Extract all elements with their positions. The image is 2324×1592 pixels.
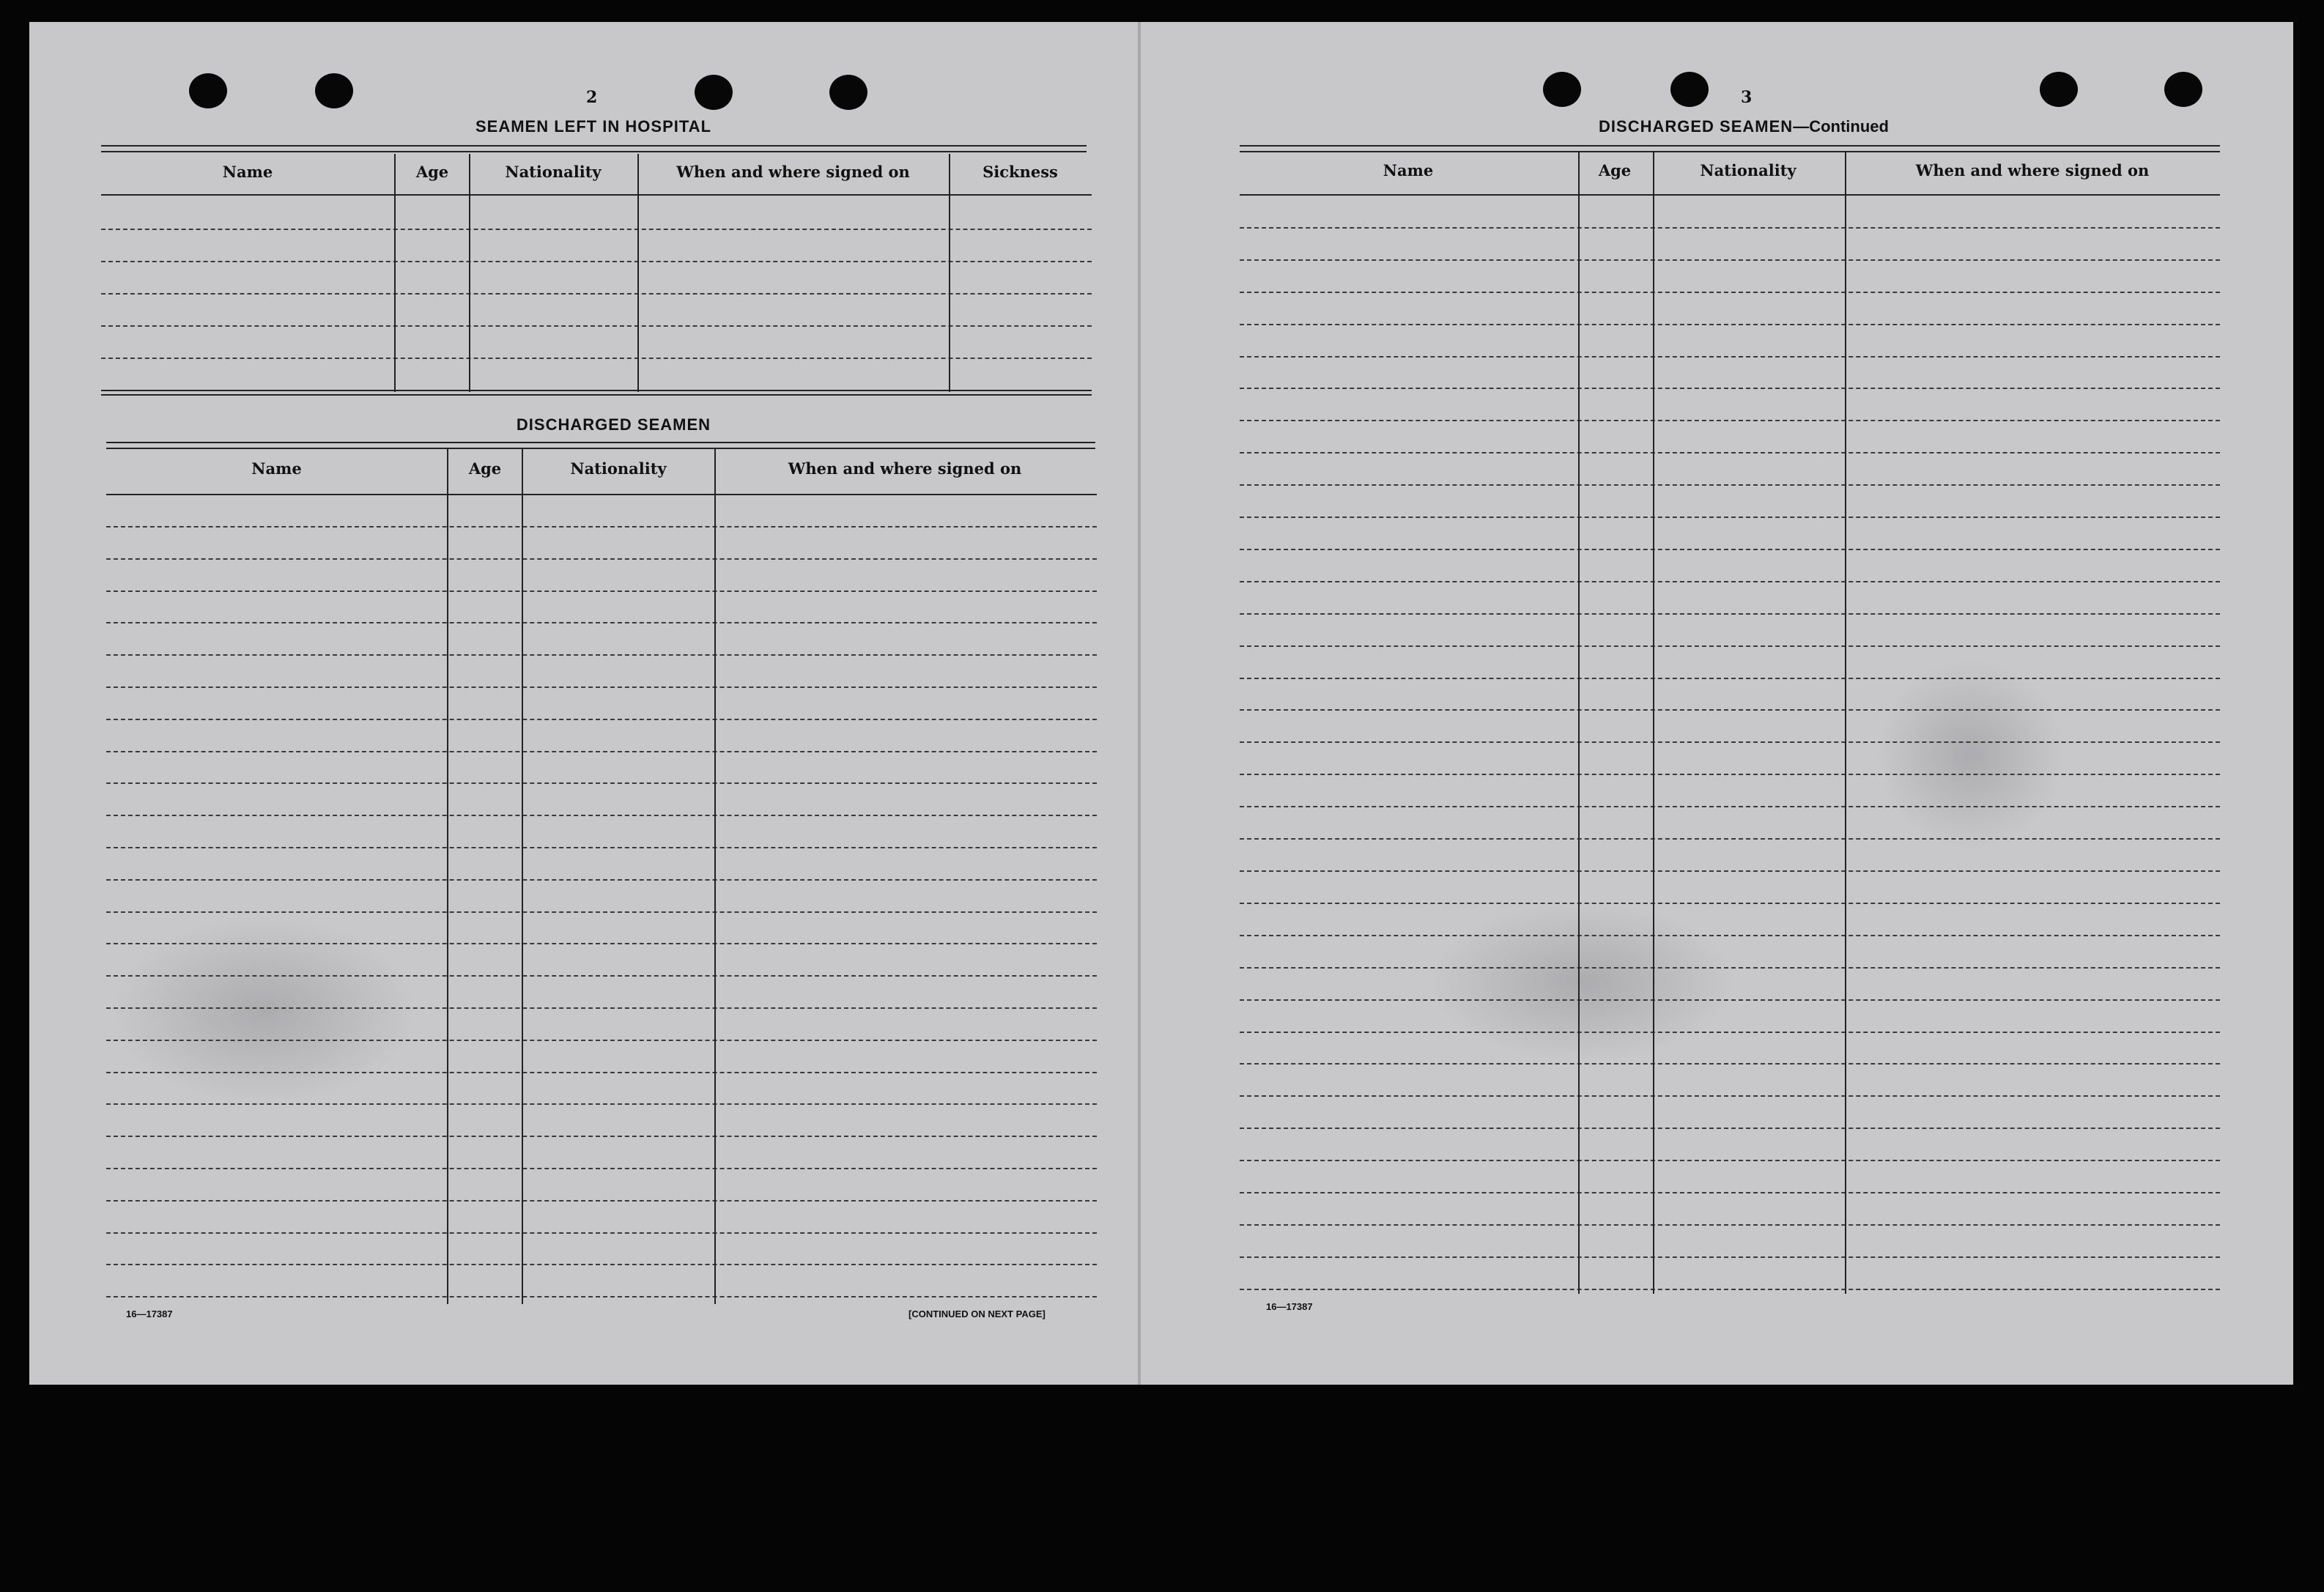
column-header-age: Age	[1598, 161, 1632, 179]
header-rule	[101, 194, 1092, 196]
column-header-signed-on: When and where signed on	[1915, 161, 2150, 179]
table-row	[106, 1264, 1097, 1265]
column-header-age: Age	[415, 163, 449, 181]
table-row	[1240, 613, 2220, 615]
table-row	[106, 1072, 1097, 1073]
table-row	[1240, 709, 2220, 711]
column-header-signed-on: When and where signed on	[788, 459, 1022, 478]
table-row	[106, 975, 1097, 977]
table-row	[1240, 1160, 2220, 1161]
table-row	[1240, 806, 2220, 807]
punch-hole	[695, 75, 733, 110]
table-row	[106, 654, 1097, 656]
table-row	[106, 686, 1097, 688]
table-row	[1240, 484, 2220, 486]
page-number: 2	[586, 88, 598, 107]
section-rule	[106, 442, 1095, 449]
header-rule	[1240, 194, 2220, 196]
punch-hole	[1670, 72, 1709, 107]
section-title-text: DISCHARGED SEAMEN	[1599, 117, 1794, 136]
table-row	[1240, 581, 2220, 582]
table-row	[106, 1296, 1097, 1297]
section-title-discharged: DISCHARGED SEAMEN	[516, 415, 711, 434]
section-title-suffix: —Continued	[1793, 117, 1889, 136]
table-row	[106, 1232, 1097, 1234]
table-row	[1240, 259, 2220, 261]
column-divider	[949, 154, 950, 392]
table-row	[1240, 967, 2220, 969]
bleed-through-stain	[1876, 659, 2066, 850]
column-divider	[394, 154, 396, 392]
table-row	[106, 1136, 1097, 1137]
bleed-through-stain	[1429, 901, 1736, 1062]
bleed-through-stain	[110, 916, 418, 1106]
punch-hole	[189, 73, 227, 108]
table-row	[1240, 935, 2220, 936]
table-row	[1240, 452, 2220, 453]
page-fold	[1138, 22, 1141, 1385]
column-header-signed-on: When and where signed on	[676, 163, 910, 181]
table-row	[1240, 1063, 2220, 1065]
punch-hole	[2040, 72, 2078, 107]
column-divider	[714, 448, 716, 1304]
table-row	[101, 358, 1092, 359]
table-row	[1240, 1095, 2220, 1097]
table-row	[106, 1200, 1097, 1202]
punch-hole	[829, 75, 867, 110]
column-header-sickness: Sickness	[982, 163, 1058, 181]
table-row	[106, 719, 1097, 720]
table-row	[1240, 645, 2220, 647]
table-row	[106, 911, 1097, 913]
table-row	[106, 943, 1097, 944]
table-row	[1240, 292, 2220, 293]
table-row	[1240, 324, 2220, 325]
section-rule	[101, 145, 1087, 152]
column-header-name: Name	[1383, 161, 1434, 179]
table-row	[1240, 1256, 2220, 1258]
form-number: 16—17387	[126, 1308, 173, 1319]
table-row	[1240, 1032, 2220, 1033]
table-row	[1240, 517, 2220, 518]
punch-hole	[315, 73, 353, 108]
column-header-nationality: Nationality	[570, 459, 667, 478]
table-row	[1240, 549, 2220, 550]
table-row	[101, 229, 1092, 230]
column-divider	[469, 154, 470, 392]
column-divider	[637, 154, 639, 392]
column-header-nationality: Nationality	[505, 163, 602, 181]
column-divider	[1653, 151, 1654, 1294]
table-row	[1240, 774, 2220, 775]
column-divider	[1845, 151, 1846, 1294]
punch-hole	[2164, 72, 2202, 107]
table-row	[106, 1007, 1097, 1009]
table-row	[1240, 999, 2220, 1001]
punch-hole	[1543, 72, 1581, 107]
table-row	[1240, 388, 2220, 389]
table-row	[106, 1040, 1097, 1041]
page-number: 3	[1741, 88, 1753, 107]
table-row	[106, 1103, 1097, 1105]
column-divider	[447, 448, 448, 1304]
table-row	[101, 325, 1092, 327]
column-header-age: Age	[468, 459, 502, 478]
table-row	[106, 782, 1097, 784]
table-row	[1240, 1224, 2220, 1226]
table-row	[1240, 741, 2220, 743]
table-row	[1240, 1289, 2220, 1290]
table-row	[106, 1168, 1097, 1169]
table-row	[1240, 356, 2220, 358]
table-row	[1240, 227, 2220, 229]
table-row	[101, 261, 1092, 262]
table-row	[1240, 838, 2220, 840]
table-row	[106, 879, 1097, 881]
column-divider	[1578, 151, 1580, 1294]
column-header-name: Name	[251, 459, 302, 478]
table-row	[106, 526, 1097, 527]
table-bottom-rule	[101, 390, 1092, 391]
table-row	[1240, 420, 2220, 421]
table-row	[1240, 870, 2220, 872]
section-title-hospital: SEAMEN LEFT IN HOSPITAL	[475, 117, 712, 136]
table-row	[106, 815, 1097, 816]
section-rule	[1240, 145, 2220, 152]
table-row	[106, 590, 1097, 592]
table-row	[1240, 903, 2220, 904]
column-header-nationality: Nationality	[1700, 161, 1796, 179]
table-row	[1240, 1192, 2220, 1193]
header-rule	[106, 494, 1097, 495]
table-bottom-rule	[101, 394, 1092, 396]
form-number: 16—17387	[1266, 1301, 1313, 1312]
table-row	[101, 293, 1092, 295]
table-row	[1240, 678, 2220, 679]
section-title-discharged-continued	[1539, 117, 1949, 136]
table-row	[106, 622, 1097, 623]
column-header-name: Name	[222, 163, 273, 181]
column-divider	[522, 448, 523, 1304]
table-row	[106, 751, 1097, 752]
table-row	[106, 847, 1097, 848]
continued-note: [CONTINUED ON NEXT PAGE]	[908, 1308, 1046, 1319]
table-row	[1240, 1128, 2220, 1129]
table-row	[106, 558, 1097, 560]
